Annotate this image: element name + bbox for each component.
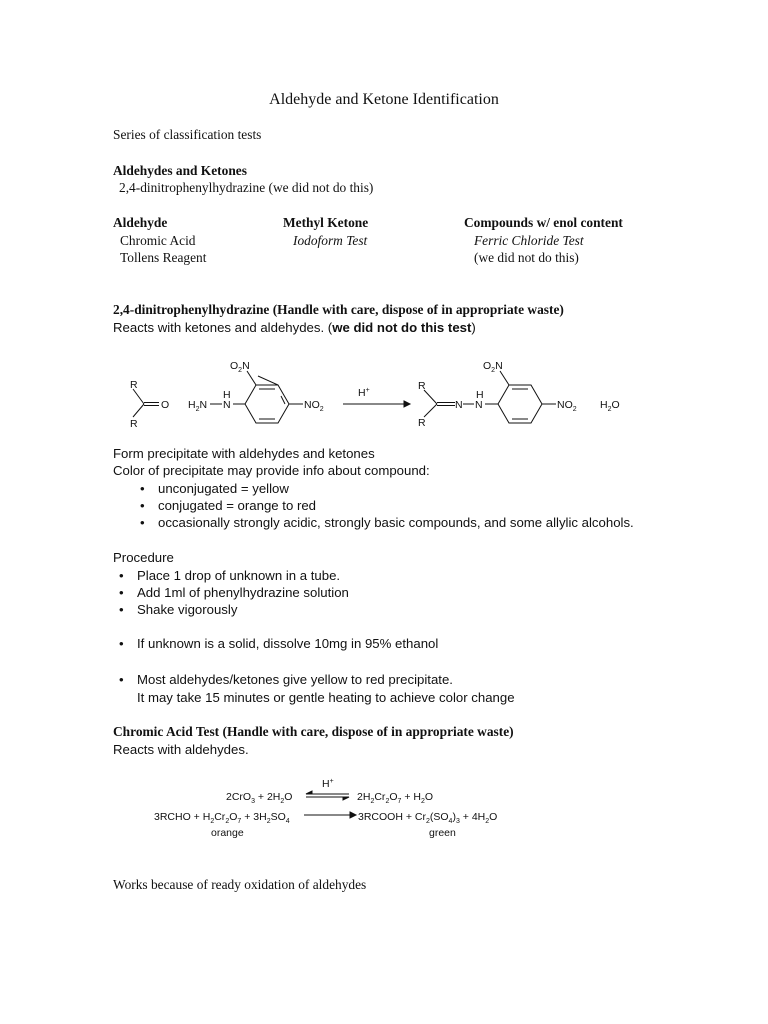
hydrazine-n: N [223, 399, 231, 411]
intro-text: Series of classification tests [113, 127, 262, 142]
chromic-equations [0, 770, 768, 845]
dnph-reaction-scheme [0, 355, 768, 435]
eq2-right-label: green [429, 827, 456, 839]
dnph-heading: 2,4-dinitrophenylhydrazine (Handle with care, dispose of in appropriate waste) [113, 302, 564, 317]
col-methyl-ketone-heading: Methyl Ketone [283, 215, 369, 230]
ak-heading: Aldehydes and Ketones [113, 163, 247, 178]
product-r-bottom: R [418, 417, 426, 429]
color-bullet-item: • occasionally strongly acidic, strongly basic compounds, and some allylic alcohols. [158, 515, 634, 530]
page-title: Aldehyde and Ketone Identification [269, 91, 499, 108]
col-aldehyde-item: Tollens Reagent [120, 250, 207, 265]
eq2-left-label: orange [211, 827, 244, 839]
reactant-carbonyl-o: O [161, 399, 170, 411]
result-note-continued: It may take 15 minutes or gentle heating to achieve color change [137, 690, 515, 705]
dnph-reacts-suffix: ) [471, 320, 476, 335]
result-note: • Most aldehydes/ketones give yellow to red precipitate. [137, 672, 453, 687]
eq2-right: 3RCOOH + $Cr_2(SO_4)_3 + 4H_2O$ [358, 811, 498, 825]
chromic-reacts: Reacts with aldehydes. [113, 742, 249, 757]
product-h: H [476, 389, 484, 401]
dnph-reacts-prefix: Reacts with ketones and aldehydes. ( [113, 320, 333, 335]
eq1-left: $2CrO_3 + 2H_2O$ [226, 791, 293, 805]
color-info-text: Color of precipitate may provide info about compound: [113, 463, 430, 478]
reactant-r-bottom: R [130, 418, 138, 430]
dnph-reacts-bold: we did not do this test [332, 320, 472, 335]
hydrazine-h2n: $H_2N$ [188, 399, 208, 413]
product-n2: N [475, 399, 483, 411]
procedure-step: • Place 1 drop of unknown in a tube. [137, 568, 340, 583]
col-aldehyde-heading: Aldehyde [113, 215, 168, 230]
reactant-r-top: R [130, 379, 138, 391]
eq1-catalyst: H+ [322, 778, 334, 790]
hydrazine-h: H [223, 389, 231, 401]
eq2-left: 3RCHO + $H_2Cr_2O_7 + 3H_2SO_4$ [154, 811, 290, 825]
color-bullet-item: • conjugated = orange to red [158, 498, 316, 513]
product-r-top: R [418, 380, 426, 392]
col-enol-item: (we did not do this) [474, 250, 579, 265]
col-aldehyde-item: Chromic Acid [120, 233, 196, 248]
product-n1: N [455, 399, 463, 411]
form-precipitate-text: Form precipitate with aldehydes and ketones [113, 446, 375, 461]
arrow-catalyst: H+ [358, 387, 370, 399]
product-o2n: $O_2N$ [483, 360, 503, 374]
product-water: $H_2O$ [600, 399, 620, 413]
procedure-heading: Procedure [113, 550, 174, 565]
hydrazine-o2n: $O_2N$ [230, 360, 250, 374]
works-because-text: Works because of ready oxidation of aldehydes [113, 877, 367, 892]
solid-note: • If unknown is a solid, dissolve 10mg in 95% ethanol [137, 636, 438, 651]
col-methyl-ketone-item: Iodoform Test [293, 233, 368, 248]
dnph-reacts-line [113, 320, 476, 335]
chromic-heading: Chromic Acid Test (Handle with care, dispose of in appropriate waste) [113, 724, 514, 739]
col-enol-heading: Compounds w/ enol content [464, 215, 623, 230]
col-enol-item: Ferric Chloride Test [474, 233, 584, 248]
product-no2: $NO_2$ [557, 399, 577, 413]
procedure-step: • Add 1ml of phenylhydrazine solution [137, 585, 349, 600]
hydrazine-no2: $NO_2$ [304, 399, 324, 413]
eq1-right: $2H_2Cr_2O_7 + H_2O$ [357, 791, 434, 805]
procedure-step: • Shake vigorously [137, 602, 237, 617]
color-bullet-item: • unconjugated = yellow [158, 481, 289, 496]
ak-item: 2,4-dinitrophenylhydrazine (we did not do this) [119, 180, 374, 195]
